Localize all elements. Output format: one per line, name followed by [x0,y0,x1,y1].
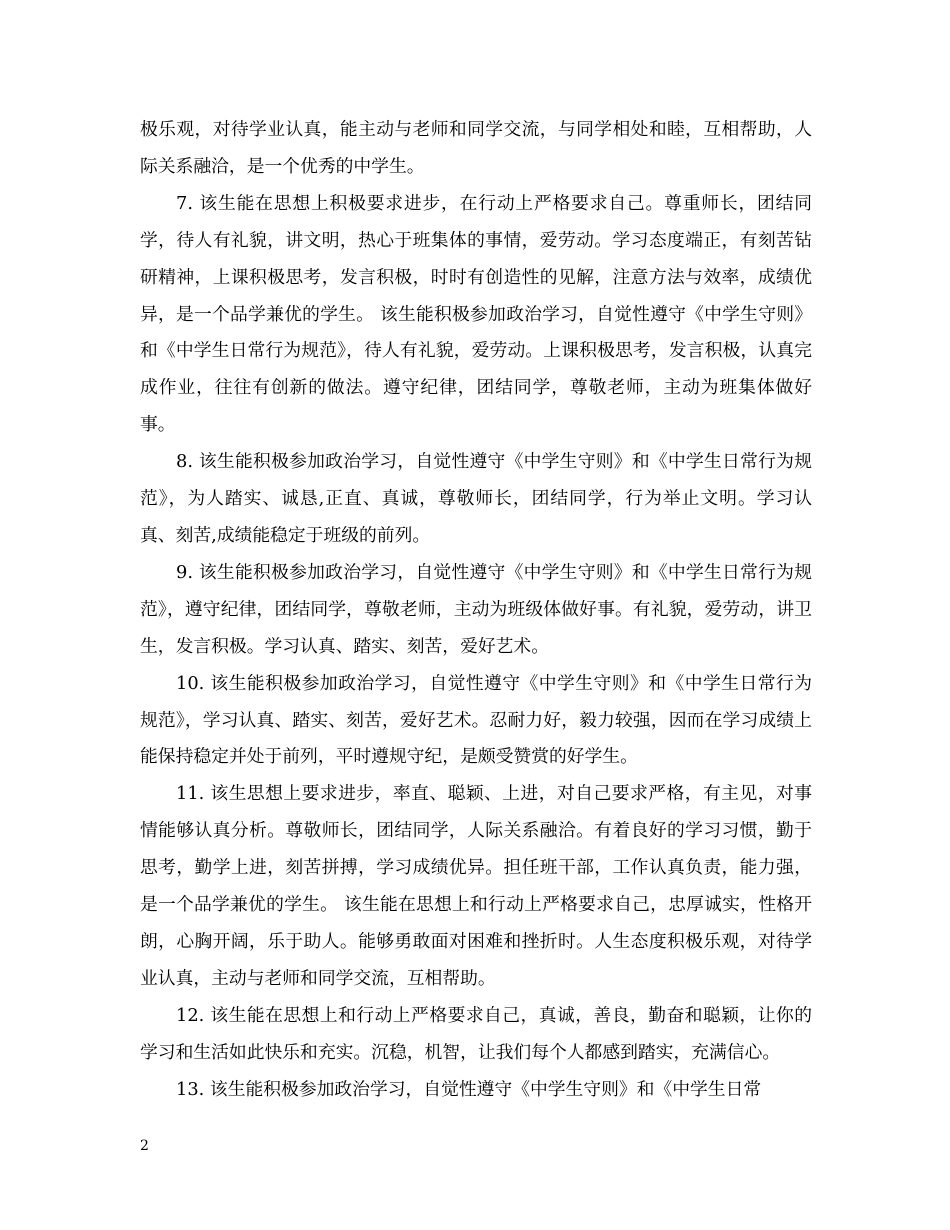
paragraph-item-7: 7. 该生能在思想上积极要求进步，在行动上严格要求自己。尊重师长，团结同学，待人有礼貌，讲文明，热心于班集体的事情，爱劳动。学习态度端正，有刻苦钻研精神，上课积极思考，发言积极，时时有创造性的见解，注意方法与效率，成绩优异，是一个品学兼优的学生。 该生能积极参加政治学习，自觉性遵守《中学生守则》和《中学生日常行为规范》，待人有礼貌，爱劳动。上课积极思考，发言积极，认真完成作业，往往有创新的做法。遵守纪律，团结同学，尊敬老师，主动为班集体做好事。 [140,192,812,436]
paragraph-item-10: 10. 该生能积极参加政治学习，自觉性遵守《中学生守则》和《中学生日常行为规范》，学习认真、踏实、刻苦，爱好艺术。忍耐力好，毅力较强，因而在学习成绩上能保持稳定并处于前列，平时遵规守纪，是颇受赞赏的好学生。 [140,672,812,768]
paragraph-continuation: 极乐观，对待学业认真，能主动与老师和同学交流，与同学相处和睦，互相帮助，人际关系融洽，是一个优秀的中学生。 [140,119,812,177]
document-body [140,112,812,1108]
paragraph-item-9: 9. 该生能积极参加政治学习，自觉性遵守《中学生守则》和《中学生日常行为规范》，遵守纪律，团结同学，尊敬老师，主动为班级体做好事。有礼貌，爱劳动，讲卫生，发言积极。学习认真、踏实、刻苦，爱好艺术。 [140,561,812,657]
paragraph-item-12: 12. 该生能在思想上和行动上严格要求自己，真诚，善良，勤奋和聪颖，让你的学习和生活如此快乐和充实。沉稳，机智，让我们每个人都感到踏实，充满信心。 [140,1004,812,1063]
paragraph-item-11: 11. 该生思想上要求进步，率直、聪颖、上进，对自己要求严格，有主见，对事情能够认真分析。尊敬师长，团结同学，人际关系融洽。有着良好的学习习惯，勤于思考，勤学上进，刻苦拼搏，学习成绩优异。担任班干部，工作认真负责，能力强，是一个品学兼优的学生。 该生能在思想上和行动上严格要求自己，忠厚诚实，性格开朗，心胸开阔，乐于助人。能够勇敢面对困难和挫折时。人生态度积极乐观，对待学业认真，主动与老师和同学交流，互相帮助。 [140,783,812,989]
paragraph-item-13: 13. 该生能积极参加政治学习，自觉性遵守《中学生守则》和《中学生日常 [176,1078,762,1100]
paragraph-item-8: 8. 该生能积极参加政治学习，自觉性遵守《中学生守则》和《中学生日常行为规范》，为人踏实、诚恳,正直、真诚，尊敬师长，团结同学，行为举止文明。学习认真、刻苦,成绩能稳定于班级的前列。 [140,451,812,546]
page-number: 2 [140,1138,149,1154]
